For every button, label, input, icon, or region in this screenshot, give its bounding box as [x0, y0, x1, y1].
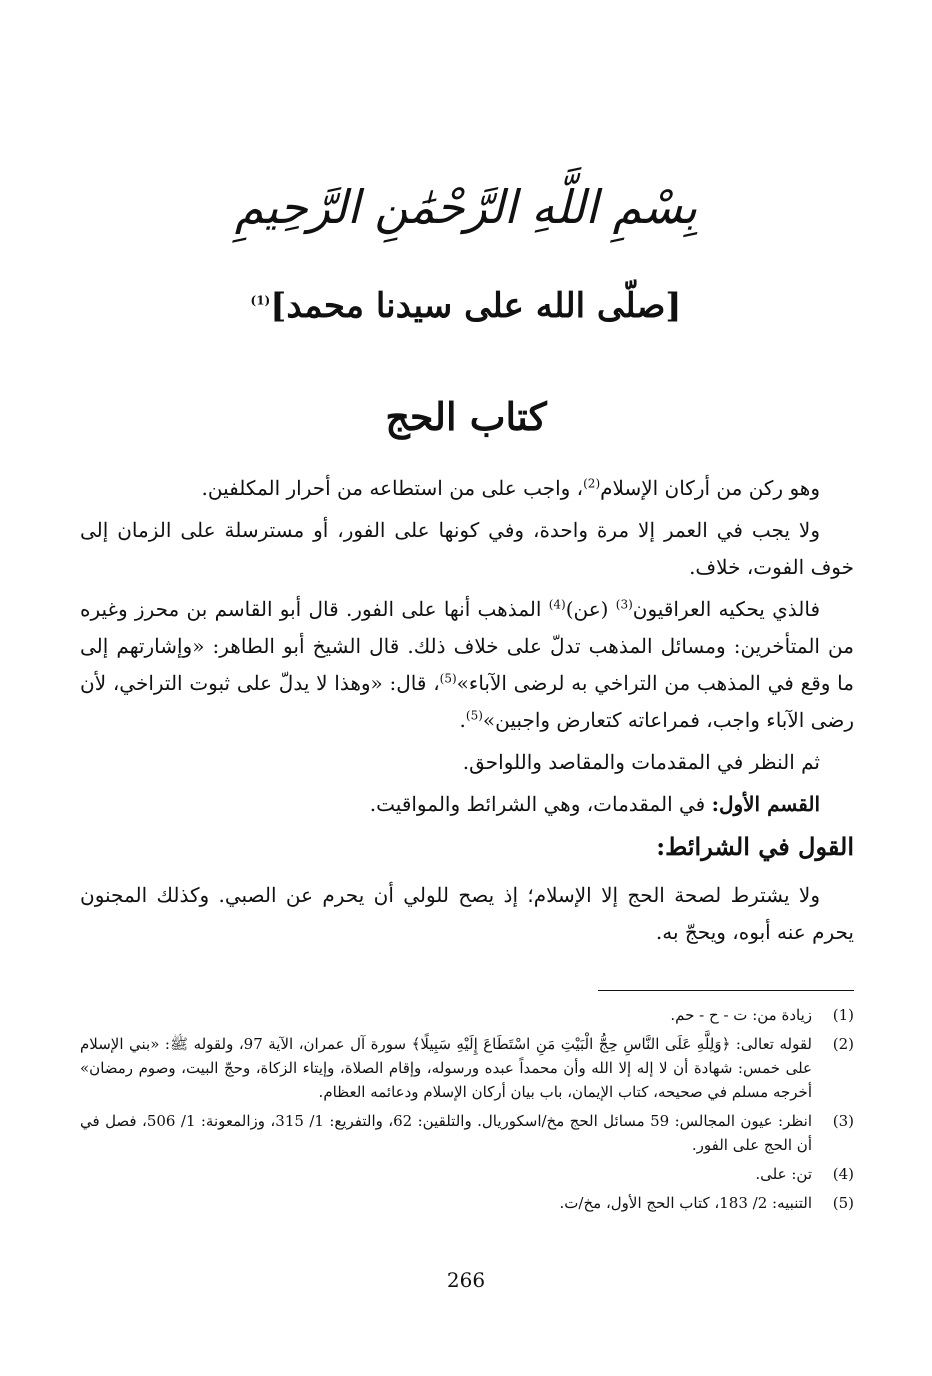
text-run: المذهب أنها على الفور. قال أبو القاسم بن محرز وغيره من المتأخرين: ومسائل المذهب تدلّ على خلاف ذلك. قال الشيخ أبو الطاهر: «وإشارتهم إلى ما وقع في المذهب من التراخي به لرضى الآباء» — [80, 597, 854, 695]
footnote-number: (4) — [832, 1165, 854, 1183]
footnote-item — [80, 1109, 854, 1157]
salawat-heading — [0, 286, 932, 326]
paragraph — [80, 591, 854, 739]
footnote-item — [80, 1191, 854, 1215]
footnote-item — [80, 1162, 854, 1186]
footnotes — [80, 1003, 854, 1220]
footnote-number: (5) — [832, 1194, 854, 1212]
footnote-number: (2) — [832, 1035, 854, 1053]
paragraph: ولا يجب في العمر إلا مرة واحدة، وفي كونها على الفور، أو مسترسلة على الزمان إلى خوف الفوت، خلاف. — [80, 518, 854, 579]
footnote-ref[interactable]: (4) — [548, 597, 566, 612]
footnote-text: زيادة من: ت - ح - حم. — [670, 1006, 812, 1024]
text-run: فالذي يحكيه العراقيون — [632, 597, 821, 621]
footnote-divider — [598, 990, 854, 991]
footnote-ref[interactable]: (1) — [250, 293, 271, 308]
main-text — [80, 470, 854, 956]
text-run: (عن) — [565, 597, 616, 621]
text-run: في المقدمات، وهي الشرائط والمواقيت. — [369, 792, 712, 816]
paragraph: ثم النظر في المقدمات والمقاصد واللواحق. — [462, 750, 820, 774]
footnote-text: التنبيه: 2/ 183، كتاب الحج الأول، مخ/ت. — [559, 1194, 812, 1212]
footnote-ref[interactable]: (2) — [583, 476, 601, 491]
footnote-number: (1) — [832, 1006, 854, 1024]
footnote-ref[interactable]: (3) — [615, 597, 633, 612]
footnote-item — [80, 1032, 854, 1104]
section-label: القسم الأول: — [711, 792, 820, 816]
salawat-text: [صلّى الله على سيدنا محمد] — [270, 286, 682, 326]
section-heading: القول في الشرائط: — [656, 832, 854, 861]
book-title: كتاب الحج — [385, 394, 547, 439]
paragraph: ولا يشترط لصحة الحج إلا الإسلام؛ إذ يصح للولي أن يحرم عن الصبي. وكذلك المجنون يحرم عنه أبوه، ويحجّ به. — [80, 883, 854, 944]
footnote-ref[interactable]: (5) — [439, 671, 457, 686]
footnote-text: تن: على. — [755, 1165, 812, 1183]
page-number: 266 — [446, 1268, 486, 1292]
text-run: وهو ركن من أركان الإسلام — [600, 476, 820, 500]
text-run: . — [459, 708, 466, 732]
paragraph — [80, 470, 854, 507]
footnote-ref[interactable]: (5) — [465, 708, 483, 723]
text-run: ، واجب على من استطاعه من أحرار المكلفين. — [201, 476, 584, 500]
text-run: ، قال: «وهذا لا يدلّ على ثبوت التراخي، لأن رضى الآباء واجب، فمراعاته كتعارض واجبين» — [80, 671, 854, 732]
footnote-text: انظر: عيون المجالس: 59 مسائل الحج مخ/اسكوريال. والتلقين: 62، والتفريع: 1/ 315، وزالمعونة: 1/ 506، فصل في أن الحج على الفور. — [80, 1112, 812, 1154]
basmala-calligraphy: بِسْمِ اللَّهِ الرَّحْمَٰنِ الرَّحِيمِ — [234, 180, 698, 234]
footnote-number: (3) — [832, 1112, 854, 1130]
footnote-item — [80, 1003, 854, 1027]
paragraph — [80, 786, 854, 823]
footnote-text: لقوله تعالى: ﴿وَلِلَّهِ عَلَى النَّاسِ حِجُّ الْبَيْتِ مَنِ اسْتَطَاعَ إِلَيْهِ سَبِيلًا﴾ سورة آل عمران، الآية 97، ولقوله ﷺ: «بني الإسلام على خمس: شهادة أن لا إله إلا الله وأن محمداً عبده ورسوله، وإقام الصلاة، وإيتاء الزكاة، وحجّ البيت، وصوم رمضان» أخرجه مسلم في صحيحه، كتاب الإيمان، باب بيان أركان الإسلام ودعائمه العظام. — [80, 1035, 813, 1101]
